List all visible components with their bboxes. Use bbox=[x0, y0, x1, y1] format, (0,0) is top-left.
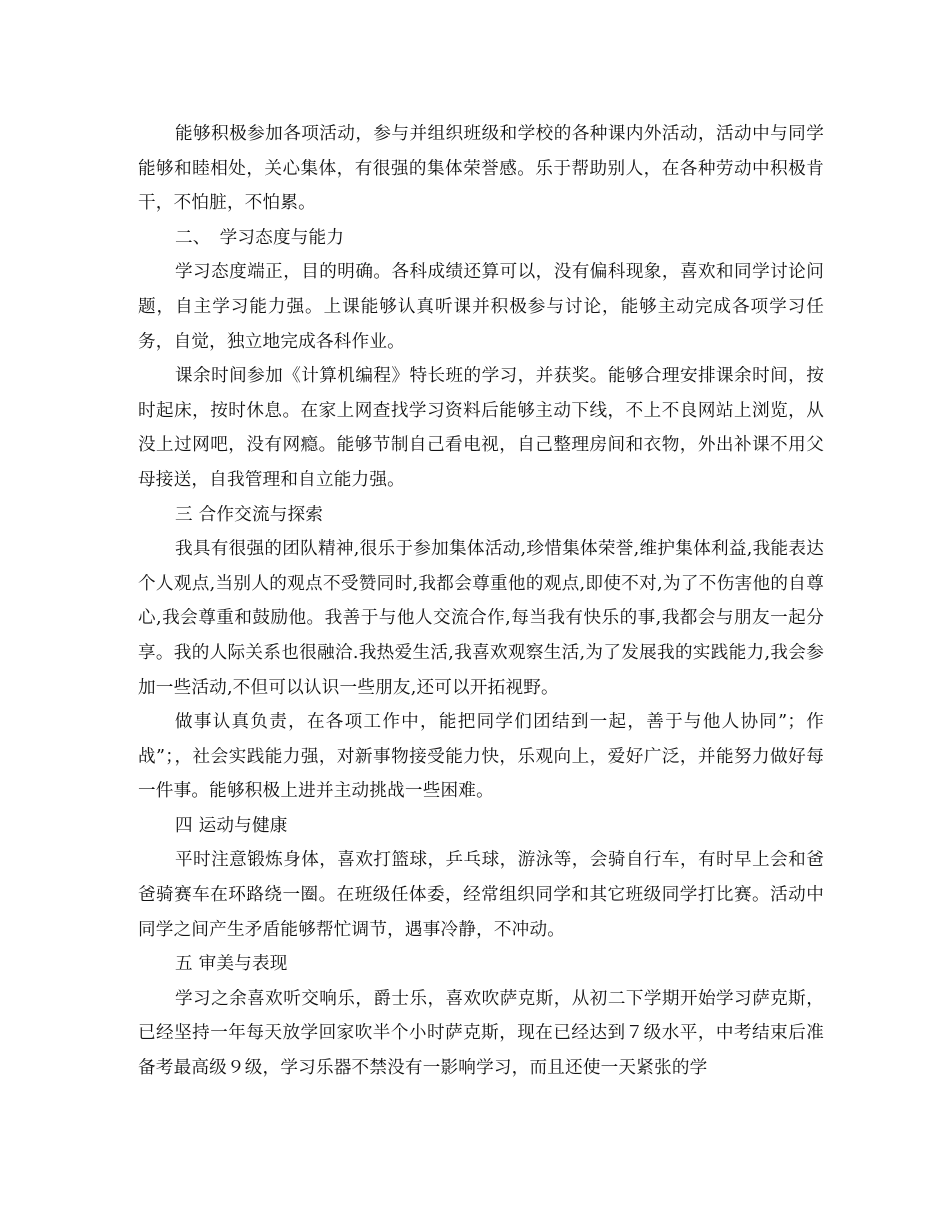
paragraph-sports: 平时注意锻炼身体，喜欢打篮球，乒乓球，游泳等，会骑自行车，有时早上会和爸爸骑赛车在环路绕一圈。在班级任体委，经常组织同学和其它班级同学打比赛。活动中同学之间产生矛盾能够帮忙调节，遇事冷静，不冲动。 bbox=[138, 850, 824, 940]
section-heading-aesthetics: 五 审美与表现 bbox=[175, 954, 288, 975]
section-heading-cooperation: 三 合作交流与探索 bbox=[175, 504, 324, 525]
paragraph-music: 学习之余喜欢听交响乐，爵士乐，喜欢吹萨克斯，从初二下学期开始学习萨克斯，已经坚持一年每天放学回家吹半个小时萨克斯，现在已经达到７级水平，中考结束后准备考最高级９级，学习乐器不禁没有一影响学习，而且还使一天紧张的学 bbox=[138, 988, 824, 1079]
paragraph-study-attitude: 学习态度端正，目的明确。各科成绩还算可以，没有偏科现象，喜欢和同学讨论问题，自主学习能力强。上课能够认真听课并积极参与讨论，能够主动完成各项学习任务，自觉，独立地完成各科作业。 bbox=[138, 262, 824, 352]
paragraph-team-spirit: 我具有很强的团队精神,很乐于参加集体活动,珍惜集体荣誉,维护集体利益,我能表达个人观点,当别人的观点不受赞同时,我都会尊重他的观点,即使不对,为了不伤害他的自尊心,我会尊重和鼓励他。我善于与他人交流合作,每当我有快乐的事,我都会与朋友一起分享。我的人际关系也很融洽.我热爱生活,我喜欢观察生活,为了发展我的实践能力,我会参加一些活动,不但可以认识一些朋友,还可以开拓视野。 bbox=[138, 539, 824, 698]
section-heading-sports: 四 运动与健康 bbox=[175, 815, 288, 836]
section-heading-study-attitude: 二、 学习态度与能力 bbox=[175, 227, 345, 248]
paragraph-activities: 能够积极参加各项活动，参与并组织班级和学校的各种课内外活动，活动中与同学能够和睦相处，关心集体，有很强的集体荣誉感。乐于帮助别人，在各种劳动中积极肯干，不怕脏，不怕累。 bbox=[138, 124, 824, 214]
document-body bbox=[138, 117, 824, 1086]
paragraph-spare-time: 课余时间参加《计算机编程》特长班的学习，并获奖。能够合理安排课余时间，按时起床，按时休息。在家上网查找学习资料后能够主动下线，不上不良网站上浏览，从没上过网吧，没有网瘾。能够节制自己看电视，自己整理房间和衣物，外出补课不用父母接送，自我管理和自立能力强。 bbox=[138, 366, 824, 490]
paragraph-responsibility: 做事认真负责，在各项工作中，能把同学们团结到一起，善于与他人协同”；作战”；，社会实践能力强，对新事物接受能力快，乐观向上，爱好广泛，并能努力做好每一件事。能够积极上进并主动挑战一些困难。 bbox=[138, 712, 824, 802]
